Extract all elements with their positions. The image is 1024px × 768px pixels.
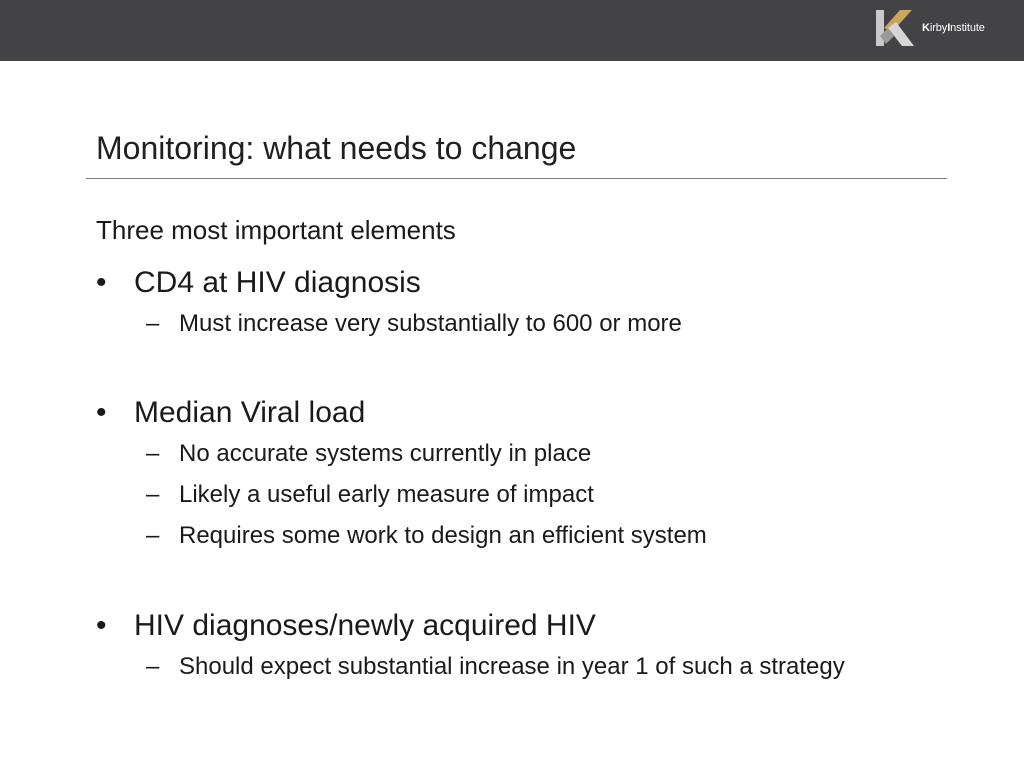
sub-bullet-marker: – <box>146 481 160 508</box>
title-divider <box>86 178 947 179</box>
slide-title: Monitoring: what needs to change <box>96 130 577 166</box>
kirby-institute-logo <box>874 6 1004 50</box>
sub-bullet-text: Likely a useful early measure of impact <box>179 481 594 508</box>
logo-wordmark: KirbyInstitute <box>922 22 985 34</box>
sub-bullet-item <box>96 515 996 556</box>
sub-bullet-marker: – <box>146 310 160 337</box>
bullet-group-1 <box>96 263 996 344</box>
bullet-item <box>96 606 996 646</box>
bullet-text: CD4 at HIV diagnosis <box>134 266 421 299</box>
sub-bullet-marker: – <box>146 440 160 467</box>
sub-bullet-text: Requires some work to design an efficient system <box>179 522 707 549</box>
sub-bullet-item <box>96 433 996 474</box>
sub-bullet-item <box>96 474 996 515</box>
sub-bullet-text: No accurate systems currently in place <box>179 440 592 467</box>
bullet-item <box>96 393 996 433</box>
bullet-marker: • <box>96 266 107 299</box>
sub-bullet-item <box>96 646 996 687</box>
bullet-item <box>96 263 996 303</box>
sub-bullet-item <box>96 303 996 344</box>
sub-bullet-marker: – <box>146 522 160 549</box>
header-bar <box>0 0 1024 61</box>
bullet-group-3 <box>96 606 996 687</box>
sub-bullet-text: Should expect substantial increase in year 1 of such a strategy <box>179 653 845 680</box>
sub-bullet-marker: – <box>146 653 160 680</box>
bullet-text: HIV diagnoses/newly acquired HIV <box>134 609 596 642</box>
bullet-marker: • <box>96 609 107 642</box>
bullet-marker: • <box>96 396 107 429</box>
bullet-text: Median Viral load <box>134 396 366 429</box>
intro-text: Three most important elements <box>96 215 456 245</box>
sub-bullet-text: Must increase very substantially to 600 or more <box>179 310 682 337</box>
kirby-k-logo-icon <box>874 6 920 50</box>
bullet-group-2 <box>96 393 996 556</box>
